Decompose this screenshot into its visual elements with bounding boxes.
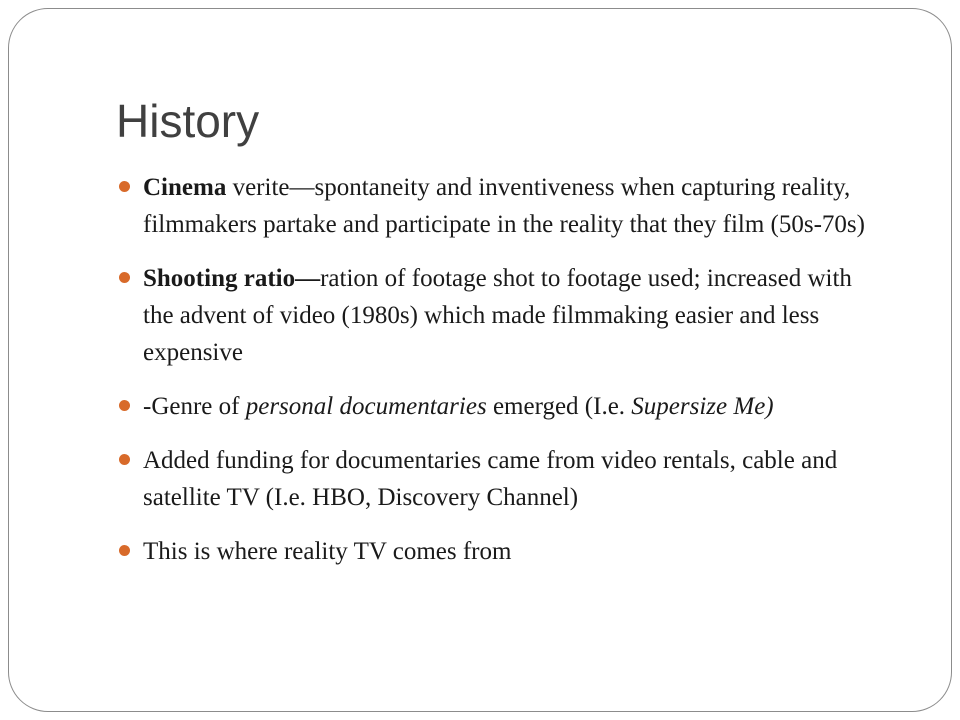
bullet-text: verite—spontaneity and inventiveness when capturing reality, filmmakers partake and participate in the reality that they film (50s-70s) xyxy=(143,174,865,238)
bullet-dot-icon xyxy=(119,181,130,192)
bullet-list xyxy=(117,169,877,587)
bullet-dot-icon xyxy=(119,272,130,283)
bullet-added-funding xyxy=(117,442,877,516)
bullet-text: ration of footage shot to footage used; increased with the advent of video (1980s) which made filmmaking easier and less expensive xyxy=(143,265,852,366)
bullet-reality-tv xyxy=(117,533,877,570)
bullet-emphasis-title: Supersize Me) xyxy=(631,393,774,420)
bullet-cinema-verite xyxy=(117,169,877,243)
slide-title: History xyxy=(116,95,260,147)
bullet-text: Added funding for documentaries came from video rentals, cable and satellite TV (I.e. HBO, Discovery Channel) xyxy=(143,447,838,511)
bullet-term: Shooting ratio— xyxy=(143,265,321,292)
bullet-text-middle: emerged (I.e. xyxy=(486,393,632,420)
bullet-dot-icon xyxy=(119,545,130,556)
bullet-personal-documentaries xyxy=(117,388,877,425)
bullet-text: This is where reality TV comes from xyxy=(143,538,512,565)
bullet-shooting-ratio xyxy=(117,260,877,371)
bullet-text-prefix: -Genre of xyxy=(143,393,246,420)
bullet-dot-icon xyxy=(119,454,130,465)
slide-frame xyxy=(8,8,952,712)
bullet-emphasis: personal documentaries xyxy=(245,393,487,420)
bullet-term: Cinema xyxy=(143,174,227,201)
bullet-dot-icon xyxy=(119,400,130,411)
